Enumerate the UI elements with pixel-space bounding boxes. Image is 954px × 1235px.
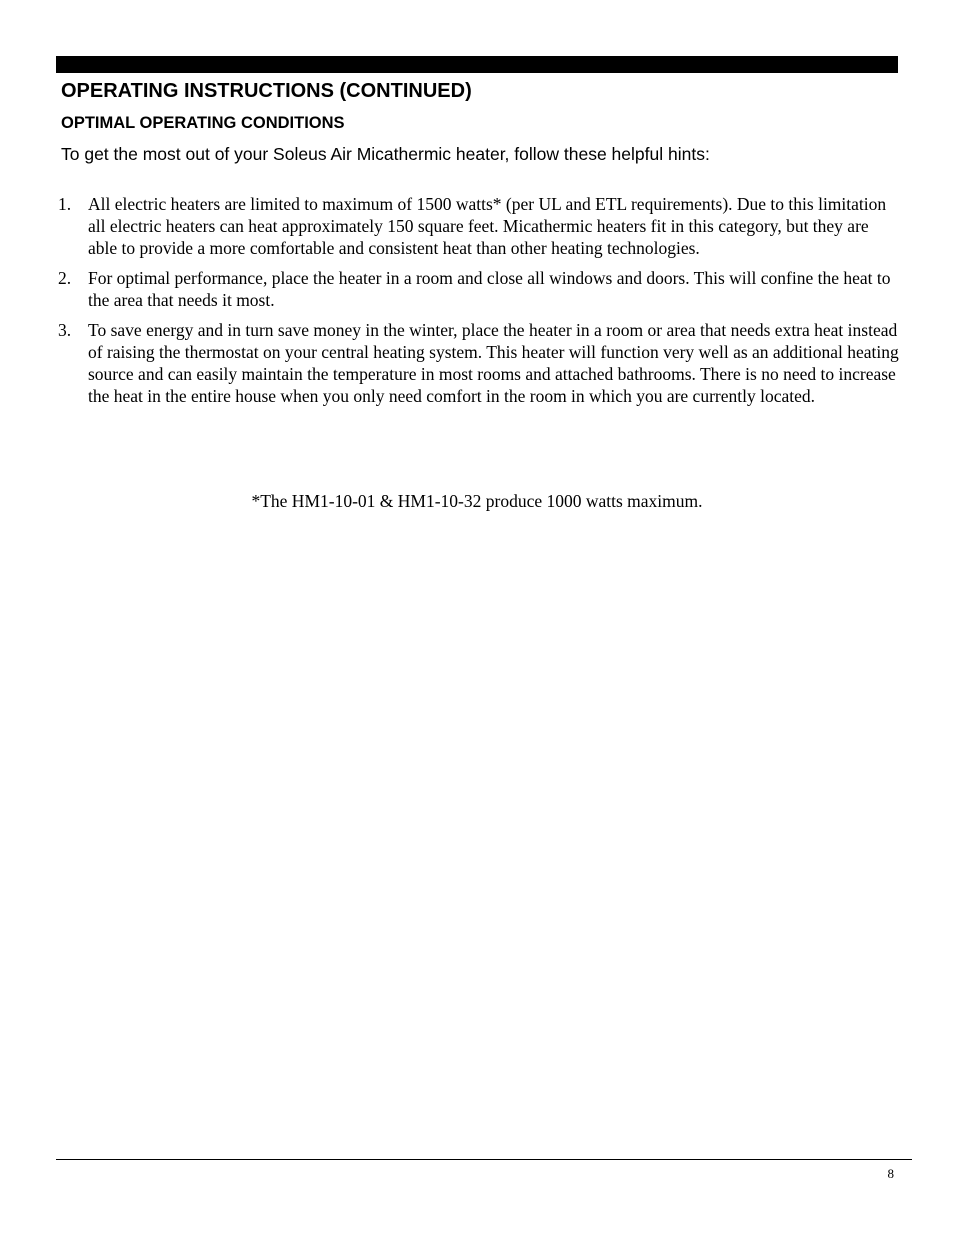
intro-text: To get the most out of your Soleus Air Micathermic heater, follow these helpful hints: (61, 144, 710, 164)
header-bar (56, 56, 898, 73)
page-number: 8 (887, 1166, 894, 1181)
footer-divider (56, 1159, 912, 1160)
list-item-number: 1. (58, 194, 72, 214)
list-item-number: 2. (58, 268, 72, 288)
hints-list (56, 193, 902, 415)
footnote: *The HM1-10-01 & HM1-10-32 produce 1000 watts maximum. (251, 491, 703, 511)
list-item-text: For optimal performance, place the heater in a room and close all windows and doors. This will confine the heat to the area that needs it most. (88, 268, 891, 310)
list-item (56, 267, 902, 311)
list-item (56, 193, 902, 259)
list-item-text: All electric heaters are limited to maximum of 1500 watts* (per UL and ETL requirements). Due to this limitation all electric heaters can heat approximately 150 square feet. Micathermic heaters fit in this category, but they are able to provide a more comfortable and consistent heat than other heating technologies. (88, 194, 887, 258)
subsection-title: OPTIMAL OPERATING CONDITIONS (61, 114, 345, 132)
list-item-text: To save energy and in turn save money in the winter, place the heater in a room or area that needs extra heat instead of raising the thermostat on your central heating system. This heater will function very well as an additional heating source and can easily maintain the temperature in most rooms and attached bathrooms. There is no need to increase the heat in the entire house when you only need comfort in the room in which you are currently located. (88, 320, 899, 406)
list-item-number: 3. (58, 320, 72, 340)
list-item (56, 319, 902, 407)
section-title: OPERATING INSTRUCTIONS (CONTINUED) (61, 80, 472, 102)
